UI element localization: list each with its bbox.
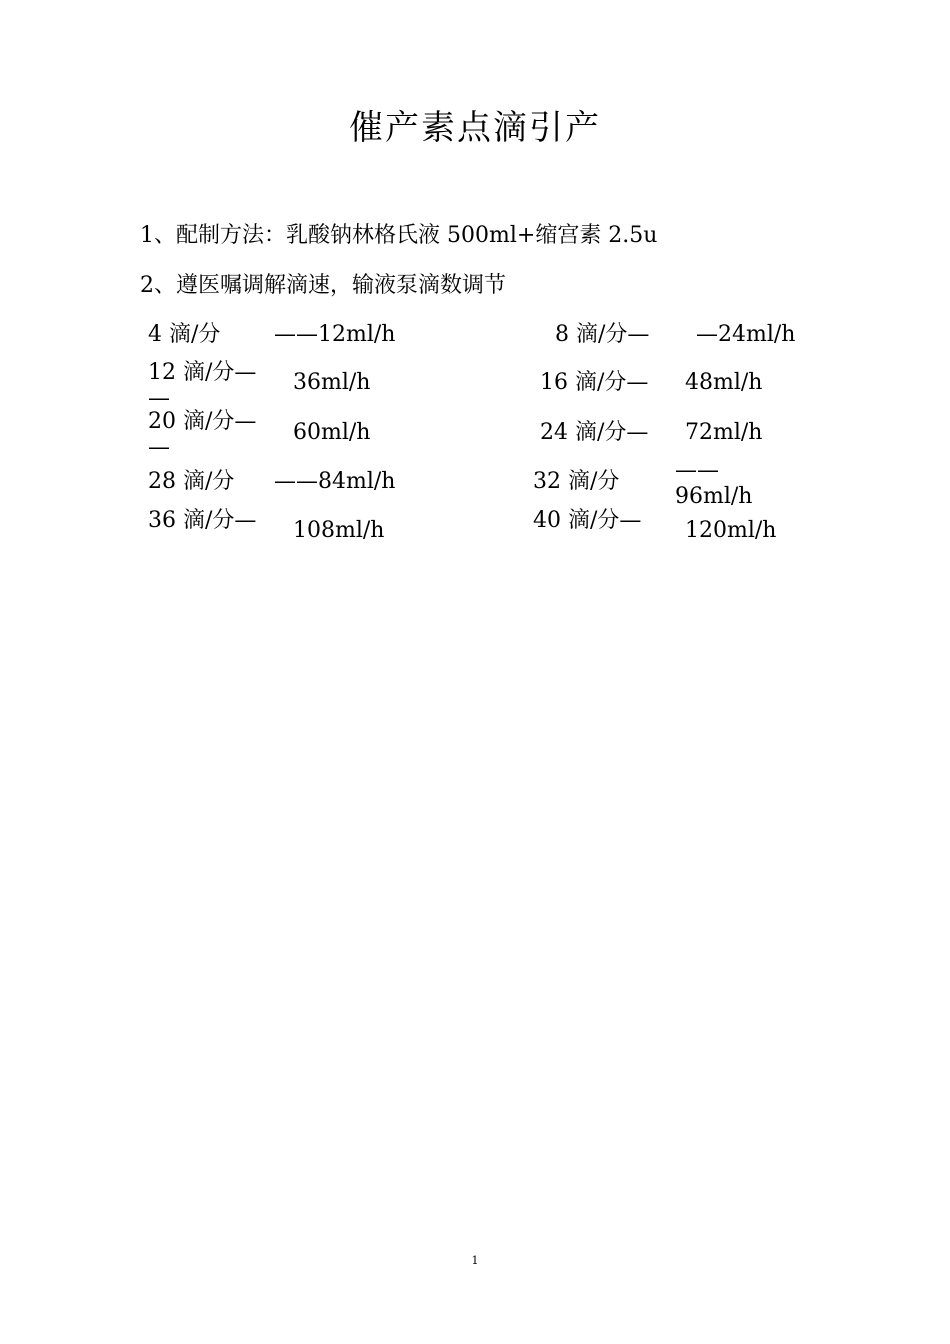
page-number: 1 — [471, 1254, 479, 1267]
rate-drops-20 — [148, 409, 256, 461]
rate-drops-28: 28 滴/分 — [148, 469, 235, 494]
rate-drops-32: 32 滴/分 — [533, 469, 620, 494]
rate-ml-96 — [675, 458, 753, 509]
rate-drops-4: 4 滴/分 — [148, 322, 221, 347]
rate-ml-value: 96ml/h — [675, 484, 753, 509]
rate-ml-120: 120ml/h — [685, 518, 777, 543]
rate-dash: —— — [675, 458, 719, 483]
rate-ml-36: 36ml/h — [293, 370, 371, 395]
step-drip-rate: 2、遵医嘱调解滴速，输液泵滴数调节 — [140, 273, 506, 298]
rate-dash: — — [148, 386, 170, 411]
rate-ml-84 — [274, 469, 395, 495]
rate-drops-36: 36 滴/分— — [148, 508, 257, 533]
rate-ml-48: 48ml/h — [685, 370, 763, 395]
rate-ml-24: —24ml/h — [696, 322, 796, 347]
rate-drops-24: 24 滴/分— — [540, 420, 649, 445]
rate-ml-value: 84ml/h — [318, 469, 396, 494]
rate-dash: —— — [274, 469, 318, 494]
document-title: 催产素点滴引产 — [349, 108, 601, 148]
rate-drops-16: 16 滴/分— — [540, 370, 649, 395]
rate-drops-label: 20 滴/分— — [148, 409, 257, 434]
rate-ml-60: 60ml/h — [293, 420, 371, 445]
rate-dash: — — [148, 435, 170, 460]
rate-dash: —— — [274, 322, 318, 347]
rate-ml-72: 72ml/h — [685, 420, 763, 445]
rate-drops-12 — [148, 360, 256, 412]
step-preparation: 1、配制方法：乳酸钠林格氏液 500ml+缩宫素 2.5u — [140, 223, 658, 248]
rate-drops-40: 40 滴/分— — [533, 508, 642, 533]
rate-ml-108: 108ml/h — [293, 518, 385, 543]
rate-drops-label: 12 滴/分— — [148, 360, 257, 385]
rate-ml-value: 12ml/h — [318, 322, 396, 347]
rate-ml-12 — [274, 322, 395, 348]
rate-drops-8: 8 滴/分— — [555, 322, 650, 347]
